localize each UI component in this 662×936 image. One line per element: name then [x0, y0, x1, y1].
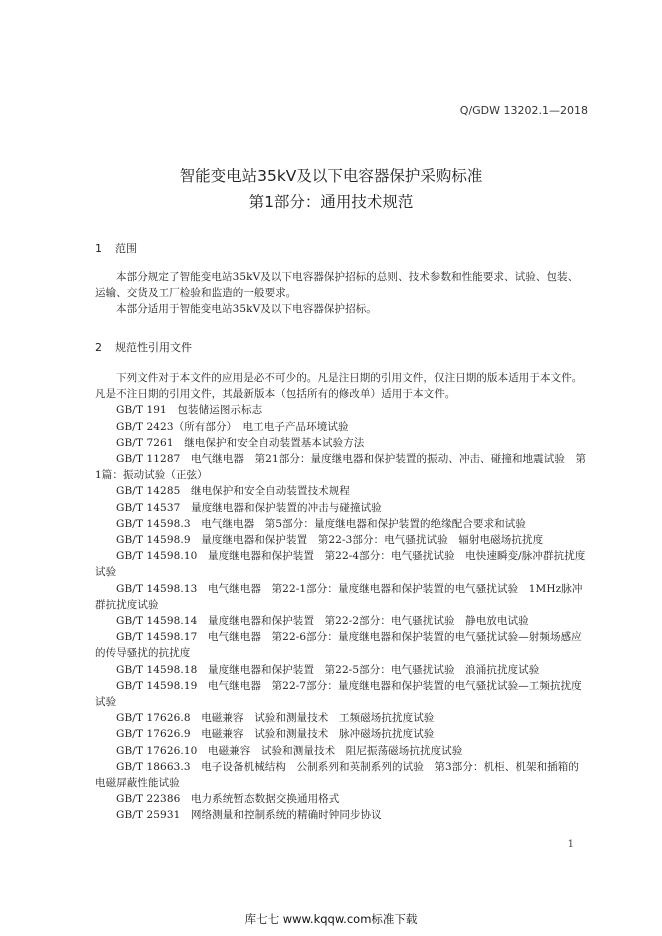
reference-item: GB/T 18663.3 电子设备机械结构 公制系列和英制系列的试验 第3部分：机柜、机架和插箱的电磁屏蔽性能试验: [95, 760, 579, 790]
section-2-title: 规范性引用文件: [115, 341, 192, 354]
section-1-paragraph: 本部分适用于智能变电站35kV及以下电容器保护招标。: [116, 303, 377, 316]
reference-item: GB/T 7261 继电保护和安全自动装置基本试验方法: [116, 436, 365, 449]
reference-item: GB/T 2423（所有部分） 电工电子产品环境试验: [116, 420, 349, 433]
reference-item: GB/T 25931 网络测量和控制系统的精确时钟同步协议: [116, 809, 382, 822]
reference-item: GB/T 17626.10 电磁兼容 试验和测量技术 阻尼振荡磁场抗扰度试验: [116, 744, 463, 757]
reference-item: GB/T 14598.18 量度继电器和保护装置 第22-5部分：电气骚扰试验 浪涌抗扰度试验: [116, 663, 540, 676]
document-title: 智能变电站35kV及以下电容器保护采购标准: [179, 167, 483, 185]
section-1-number: 1: [95, 242, 102, 255]
reference-item: GB/T 14598.19 电气继电器 第22-7部分：量度继电器和保护装置的电气骚扰试验—工频抗扰度试验: [95, 679, 582, 709]
reference-item: GB/T 14537 量度继电器和保护装置的冲击与碰撞试验: [116, 501, 382, 514]
footer-watermark: 库七七 www.kqqw.com标准下载: [244, 912, 418, 926]
document-subtitle: 第1部分：通用技术规范: [248, 193, 414, 211]
reference-item: GB/T 14598.14 量度继电器和保护装置 第22-2部分：电气骚扰试验 静电放电试验: [116, 615, 529, 628]
reference-item: GB/T 14598.3 电气继电器 第5部分：量度继电器和保护装置的绝缘配合要求和试验: [116, 517, 526, 530]
section-2-heading: [95, 339, 192, 355]
reference-item: GB/T 22386 电力系统暂态数据交换通用格式: [116, 793, 340, 806]
section-2-intro: 下列文件对于本文件的应用是必不可少的。凡是注日期的引用文件，仅注日期的版本适用于本文件。凡是不注日期的引用文件，其最新版本（包括所有的修改单）适用于本文件。: [95, 372, 583, 401]
reference-item: GB/T 17626.9 电磁兼容 试验和测量技术 脉冲磁场抗扰度试验: [116, 728, 435, 741]
reference-item: GB/T 14598.13 电气继电器 第22-1部分：量度继电器和保护装置的电气骚扰试验 1MHz脉冲群抗扰度试验: [95, 582, 583, 611]
reference-item: GB/T 191 包装储运图示标志: [116, 404, 263, 417]
standard-code: Q/GDW 13202.1—2018: [459, 104, 588, 117]
section-2-body: [95, 370, 587, 824]
page-number: 1: [567, 839, 574, 850]
section-2-number: 2: [95, 341, 102, 354]
reference-item: GB/T 17626.8 电磁兼容 试验和测量技术 工频磁场抗扰度试验: [116, 712, 435, 725]
reference-item: GB/T 14598.9 量度继电器和保护装置 第22-3部分：电气骚扰试验 辐射电磁场抗扰度: [116, 534, 544, 547]
section-1-heading: [95, 240, 137, 256]
reference-item: GB/T 14598.10 量度继电器和保护装置 第22-4部分：电气骚扰试验 电快速瞬变/脉冲群抗扰度试验: [95, 550, 586, 579]
section-1-paragraph: 本部分规定了智能变电站35kV及以下电容器保护招标的总则、技术参数和性能要求、试验、包装、运输、交货及工厂检验和监造的一般要求。: [95, 271, 579, 300]
reference-item: GB/T 11287 电气继电器 第21部分：量度继电器和保护装置的振动、冲击、碰撞和地震试验 第1篇：振动试验（正弦）: [95, 453, 587, 482]
reference-list: [95, 402, 587, 823]
reference-item: GB/T 14285 继电保护和安全自动装置技术规程: [116, 485, 350, 498]
section-1-body: [95, 269, 587, 318]
reference-item: GB/T 14598.17 电气继电器 第22-6部分：量度继电器和保护装置的电气骚扰试验—射频场感应的传导骚扰的抗扰度: [95, 631, 582, 660]
section-1-title: 范围: [115, 242, 137, 255]
